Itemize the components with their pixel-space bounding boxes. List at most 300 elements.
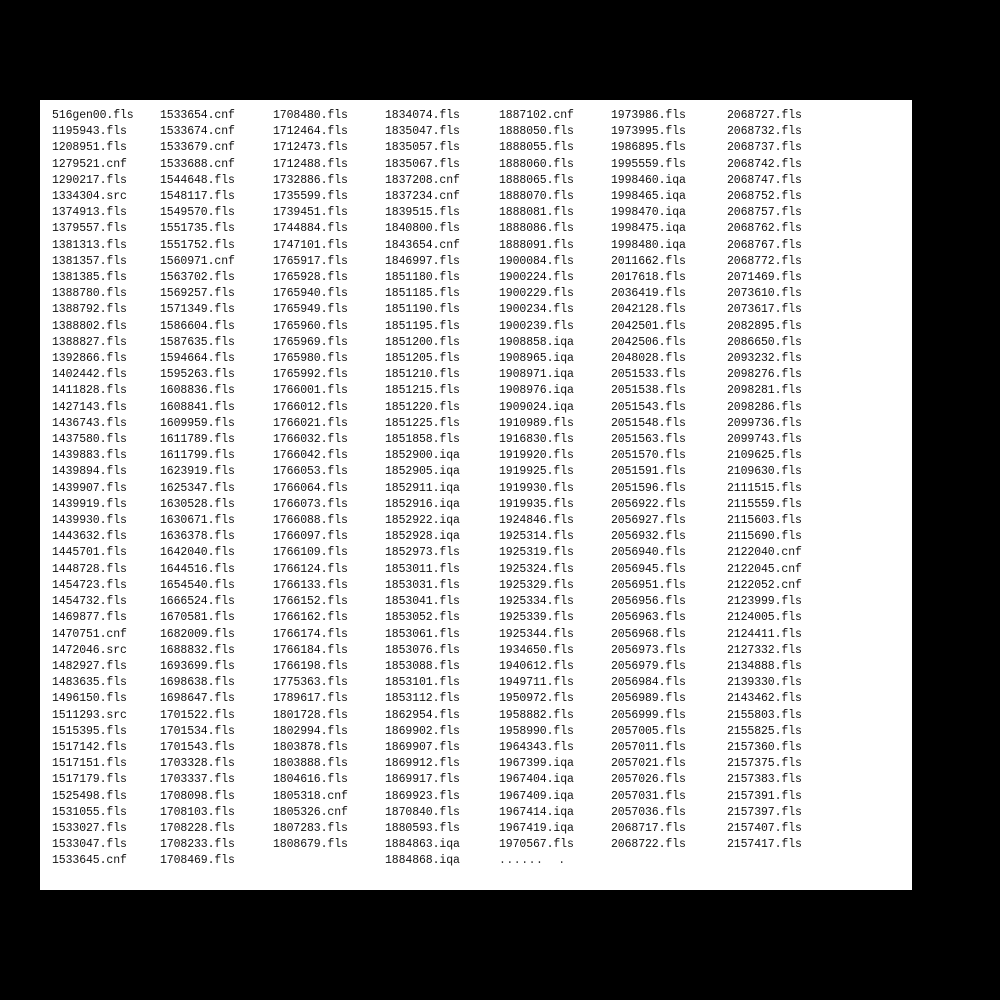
- file-name-cell: 1967419.iqa: [499, 821, 574, 835]
- file-name-cell: 2099743.fls: [727, 433, 802, 447]
- file-name-cell: 1670581.fls: [160, 611, 235, 625]
- file-name-cell: 1851185.fls: [385, 287, 460, 301]
- file-name-cell: 1765917.fls: [273, 254, 348, 268]
- file-name-cell: 1766012.fls: [273, 400, 348, 414]
- file-name-cell: 1880593.fls: [385, 821, 460, 835]
- file-name-cell: 1701522.fls: [160, 708, 235, 722]
- file-name-cell: 1853076.fls: [385, 643, 460, 657]
- file-name-cell: 1708103.fls: [160, 805, 235, 819]
- file-name-cell: 2051548.fls: [611, 416, 686, 430]
- file-name-cell: 2122040.cnf: [727, 546, 802, 560]
- file-name-cell: 1789617.fls: [273, 692, 348, 706]
- file-name-cell: 2157407.fls: [727, 821, 802, 835]
- file-name-cell: 1533645.cnf: [52, 854, 127, 868]
- file-name-cell: 2057011.fls: [611, 740, 686, 754]
- file-name-cell: 1766133.fls: [273, 578, 348, 592]
- file-name-cell: 1964343.fls: [499, 740, 574, 754]
- file-name-cell: 1766021.fls: [273, 416, 348, 430]
- file-name-cell: 2068757.fls: [727, 206, 802, 220]
- file-name-cell: 1869917.fls: [385, 773, 460, 787]
- file-name-cell: 1654540.fls: [160, 578, 235, 592]
- file-name-cell: 2068722.fls: [611, 838, 686, 852]
- file-name-cell: 1934650.fls: [499, 643, 574, 657]
- file-name-cell: 2056973.fls: [611, 643, 686, 657]
- file-name-cell: 1454723.fls: [52, 578, 127, 592]
- file-name-cell: 1517151.fls: [52, 757, 127, 771]
- file-name-cell: 2068767.fls: [727, 238, 802, 252]
- file-name-cell: 1925329.fls: [499, 578, 574, 592]
- file-name-cell: 1551752.fls: [160, 238, 235, 252]
- file-name-cell: 1381313.fls: [52, 238, 127, 252]
- file-name-cell: 1884863.iqa: [385, 838, 460, 852]
- file-name-cell: 1611789.fls: [160, 433, 235, 447]
- file-name-cell: 1998480.iqa: [611, 238, 686, 252]
- file-name-cell: 2155803.fls: [727, 708, 802, 722]
- file-name-cell: 1853088.fls: [385, 659, 460, 673]
- file-name-cell: 1765969.fls: [273, 335, 348, 349]
- file-name-cell: 1708233.fls: [160, 838, 235, 852]
- file-name-cell: 1708098.fls: [160, 789, 235, 803]
- file-name-cell: 1766053.fls: [273, 465, 348, 479]
- file-name-cell: 1837208.cnf: [385, 173, 460, 187]
- file-name-cell: 2036419.fls: [611, 287, 686, 301]
- file-name-cell: 1439894.fls: [52, 465, 127, 479]
- file-name-cell: 1888091.fls: [499, 238, 574, 252]
- file-name-cell: 1515395.fls: [52, 724, 127, 738]
- file-name-cell: 1766124.fls: [273, 562, 348, 576]
- file-name-cell: 516gen00.fls: [52, 109, 134, 122]
- file-name-cell: 1608836.fls: [160, 384, 235, 398]
- file-name-cell: 1666524.fls: [160, 595, 235, 609]
- file-name-cell: 1496150.fls: [52, 692, 127, 706]
- file-name-cell: 1533047.fls: [52, 838, 127, 852]
- file-name-cell: 1623919.fls: [160, 465, 235, 479]
- file-name-cell: 2157383.fls: [727, 773, 802, 787]
- file-name-cell: 1551735.fls: [160, 222, 235, 236]
- file-name-cell: 1483635.fls: [52, 676, 127, 690]
- file-name-cell: 1949711.fls: [499, 676, 574, 690]
- file-name-cell: 2157360.fls: [727, 740, 802, 754]
- file-name-cell: 1744884.fls: [273, 222, 348, 236]
- file-name-cell: 1595263.fls: [160, 368, 235, 382]
- file-name-cell: 1644516.fls: [160, 562, 235, 576]
- file-name-cell: 1439919.fls: [52, 497, 127, 511]
- file-name-cell: 1851205.fls: [385, 352, 460, 366]
- file-name-cell: 1766088.fls: [273, 514, 348, 528]
- file-name-cell: 1925314.fls: [499, 530, 574, 544]
- file-name-cell: 2068747.fls: [727, 173, 802, 187]
- file-name-cell: 1698638.fls: [160, 676, 235, 690]
- file-name-cell: 2068737.fls: [727, 141, 802, 155]
- file-name-cell: 1851190.fls: [385, 303, 460, 317]
- file-name-cell: 1837234.cnf: [385, 190, 460, 204]
- file-name-cell: 1630671.fls: [160, 514, 235, 528]
- file-name-cell: 1846997.fls: [385, 254, 460, 268]
- file-name-cell: 1840800.fls: [385, 222, 460, 236]
- file-name-cell: 1853031.fls: [385, 578, 460, 592]
- file-name-cell: 1560971.cnf: [160, 254, 235, 268]
- file-name-cell: 1852905.iqa: [385, 465, 460, 479]
- file-name-cell: 2056968.fls: [611, 627, 686, 641]
- file-name-cell: 1803888.fls: [273, 757, 348, 771]
- file-name-cell: 2134888.fls: [727, 659, 802, 673]
- file-name-cell: 1852922.iqa: [385, 514, 460, 528]
- file-name-cell: 1869902.fls: [385, 724, 460, 738]
- file-name-cell: 1708228.fls: [160, 821, 235, 835]
- file-name-cell: 1967409.iqa: [499, 789, 574, 803]
- file-name-cell: 2093232.fls: [727, 352, 802, 366]
- file-name-cell: 1544648.fls: [160, 173, 235, 187]
- file-name-cell: 1448728.fls: [52, 562, 127, 576]
- file-name-cell: 1869923.fls: [385, 789, 460, 803]
- file-name-cell: 1973986.fls: [611, 109, 686, 122]
- file-name-cell: 1533654.cnf: [160, 109, 235, 122]
- file-name-cell: 1998460.iqa: [611, 173, 686, 187]
- file-name-cell: 2157375.fls: [727, 757, 802, 771]
- file-name-cell: 1925339.fls: [499, 611, 574, 625]
- file-name-cell: 1765992.fls: [273, 368, 348, 382]
- column-7: [727, 108, 837, 853]
- file-name-cell: 1747101.fls: [273, 238, 348, 252]
- file-name-cell: 1900084.fls: [499, 254, 574, 268]
- file-name-cell: 1531055.fls: [52, 805, 127, 819]
- file-name-cell: 2082895.fls: [727, 319, 802, 333]
- file-name-cell: 1571349.fls: [160, 303, 235, 317]
- file-name-cell: 1470751.cnf: [52, 627, 127, 641]
- file-name-cell: 1765940.fls: [273, 287, 348, 301]
- file-name-cell: 2042128.fls: [611, 303, 686, 317]
- file-name-cell: 1517179.fls: [52, 773, 127, 787]
- file-name-cell: 1766152.fls: [273, 595, 348, 609]
- file-name-cell: 2051538.fls: [611, 384, 686, 398]
- file-name-cell: 2042501.fls: [611, 319, 686, 333]
- file-name-cell: 2115690.fls: [727, 530, 802, 544]
- file-name-cell: 1919935.fls: [499, 497, 574, 511]
- file-name-cell: 1870840.fls: [385, 805, 460, 819]
- file-name-cell: ...... .: [499, 854, 566, 868]
- file-name-cell: 1511293.src: [52, 708, 127, 722]
- file-name-cell: 1995559.fls: [611, 157, 686, 171]
- file-name-cell: 1765980.fls: [273, 352, 348, 366]
- file-name-cell: 2098286.fls: [727, 400, 802, 414]
- file-name-cell: 2068727.fls: [727, 109, 802, 122]
- file-name-cell: 1766032.fls: [273, 433, 348, 447]
- file-name-cell: 1998465.iqa: [611, 190, 686, 204]
- file-name-cell: 1766097.fls: [273, 530, 348, 544]
- file-name-cell: 1919930.fls: [499, 481, 574, 495]
- file-name-cell: 2111515.fls: [727, 481, 802, 495]
- file-name-cell: 1682009.fls: [160, 627, 235, 641]
- file-name-cell: 1766042.fls: [273, 449, 348, 463]
- file-name-cell: 1766198.fls: [273, 659, 348, 673]
- file-name-cell: 2073617.fls: [727, 303, 802, 317]
- file-name-cell: 1549570.fls: [160, 206, 235, 220]
- file-name-cell: 1802994.fls: [273, 724, 348, 738]
- file-name-cell: 1908971.iqa: [499, 368, 574, 382]
- file-name-cell: 1703337.fls: [160, 773, 235, 787]
- file-name-cell: 2068762.fls: [727, 222, 802, 236]
- file-name-cell: 1630528.fls: [160, 497, 235, 511]
- file-name-cell: 1766162.fls: [273, 611, 348, 625]
- file-name-cell: 1851210.fls: [385, 368, 460, 382]
- file-name-cell: 1967404.iqa: [499, 773, 574, 787]
- file-name-cell: 1765928.fls: [273, 271, 348, 285]
- file-name-cell: 1900239.fls: [499, 319, 574, 333]
- file-name-cell: 2056999.fls: [611, 708, 686, 722]
- file-name-cell: 1766109.fls: [273, 546, 348, 560]
- file-name-cell: 1805318.cnf: [273, 789, 348, 803]
- file-name-cell: 1986895.fls: [611, 141, 686, 155]
- file-name-cell: 2155825.fls: [727, 724, 802, 738]
- file-name-cell: 1636378.fls: [160, 530, 235, 544]
- file-name-cell: 1533027.fls: [52, 821, 127, 835]
- file-name-cell: 1916830.fls: [499, 433, 574, 447]
- file-name-cell: 1973995.fls: [611, 125, 686, 139]
- file-name-cell: 1712473.fls: [273, 141, 348, 155]
- file-name-cell: 2115559.fls: [727, 497, 802, 511]
- file-name-cell: 1701534.fls: [160, 724, 235, 738]
- file-name-cell: 1765960.fls: [273, 319, 348, 333]
- file-name-cell: 1388802.fls: [52, 319, 127, 333]
- file-name-cell: 1712464.fls: [273, 125, 348, 139]
- file-name-cell: 2157391.fls: [727, 789, 802, 803]
- file-name-cell: 1766174.fls: [273, 627, 348, 641]
- file-name-cell: 1919920.fls: [499, 449, 574, 463]
- file-name-cell: 2056963.fls: [611, 611, 686, 625]
- file-name-cell: 1334304.src: [52, 190, 127, 204]
- file-name-cell: 2057021.fls: [611, 757, 686, 771]
- file-name-cell: 1693699.fls: [160, 659, 235, 673]
- file-name-cell: 1851215.fls: [385, 384, 460, 398]
- file-name-cell: 1853011.fls: [385, 562, 460, 576]
- file-name-cell: 1703328.fls: [160, 757, 235, 771]
- column-5: [499, 108, 611, 870]
- file-name-cell: 1290217.fls: [52, 173, 127, 187]
- file-name-cell: 1853112.fls: [385, 692, 460, 706]
- file-name-cell: 2122052.cnf: [727, 578, 802, 592]
- file-name-cell: 1594664.fls: [160, 352, 235, 366]
- file-name-cell: 2068742.fls: [727, 157, 802, 171]
- file-name-cell: 2124005.fls: [727, 611, 802, 625]
- file-name-cell: 1388792.fls: [52, 303, 127, 317]
- file-name-cell: 1381385.fls: [52, 271, 127, 285]
- file-name-cell: 1472046.src: [52, 643, 127, 657]
- file-name-cell: 1908858.iqa: [499, 335, 574, 349]
- file-name-cell: 1533674.cnf: [160, 125, 235, 139]
- file-name-cell: 1958990.fls: [499, 724, 574, 738]
- file-name-cell: 1279521.cnf: [52, 157, 127, 171]
- file-name-cell: 1940612.fls: [499, 659, 574, 673]
- file-name-cell: 2099736.fls: [727, 416, 802, 430]
- file-name-cell: 2011662.fls: [611, 254, 686, 268]
- file-listing-sheet: [40, 100, 912, 890]
- file-name-cell: 1533679.cnf: [160, 141, 235, 155]
- file-name-cell: 1910989.fls: [499, 416, 574, 430]
- file-name-cell: 1642040.fls: [160, 546, 235, 560]
- file-name-cell: 1852928.iqa: [385, 530, 460, 544]
- file-name-cell: 1888065.fls: [499, 173, 574, 187]
- file-name-cell: 1698647.fls: [160, 692, 235, 706]
- file-name-cell: 2056945.fls: [611, 562, 686, 576]
- file-name-cell: 2051596.fls: [611, 481, 686, 495]
- file-name-cell: 1888081.fls: [499, 206, 574, 220]
- file-name-cell: 1925344.fls: [499, 627, 574, 641]
- file-name-cell: 1888055.fls: [499, 141, 574, 155]
- file-name-cell: 2056989.fls: [611, 692, 686, 706]
- file-name-cell: 1884868.iqa: [385, 854, 460, 868]
- file-name-cell: 1208951.fls: [52, 141, 127, 155]
- file-name-cell: 1888060.fls: [499, 157, 574, 171]
- file-name-cell: 2056940.fls: [611, 546, 686, 560]
- file-name-cell: 1374913.fls: [52, 206, 127, 220]
- file-name-cell: 1381357.fls: [52, 254, 127, 268]
- file-name-cell: 2071469.fls: [727, 271, 802, 285]
- file-name-cell: 2056927.fls: [611, 514, 686, 528]
- file-name-cell: 1925324.fls: [499, 562, 574, 576]
- column-3: [273, 108, 385, 853]
- file-name-cell: 1862954.fls: [385, 708, 460, 722]
- file-name-cell: 1851225.fls: [385, 416, 460, 430]
- file-name-cell: 1402442.fls: [52, 368, 127, 382]
- file-name-cell: 1469877.fls: [52, 611, 127, 625]
- file-name-cell: 1454732.fls: [52, 595, 127, 609]
- file-name-cell: 1445701.fls: [52, 546, 127, 560]
- file-name-cell: 1851200.fls: [385, 335, 460, 349]
- file-name-cell: 1852916.iqa: [385, 497, 460, 511]
- file-name-cell: 1843654.cnf: [385, 238, 460, 252]
- file-name-cell: 2051591.fls: [611, 465, 686, 479]
- file-name-cell: 1852973.fls: [385, 546, 460, 560]
- file-name-cell: 1807283.fls: [273, 821, 348, 835]
- file-name-cell: 1379557.fls: [52, 222, 127, 236]
- file-name-cell: 1587635.fls: [160, 335, 235, 349]
- file-name-cell: 1950972.fls: [499, 692, 574, 706]
- file-name-cell: 1805326.cnf: [273, 805, 348, 819]
- file-name-cell: 1835047.fls: [385, 125, 460, 139]
- file-name-cell: 2057031.fls: [611, 789, 686, 803]
- file-name-cell: 1712488.fls: [273, 157, 348, 171]
- file-name-cell: 1766184.fls: [273, 643, 348, 657]
- file-name-cell: 2056984.fls: [611, 676, 686, 690]
- file-name-cell: 1739451.fls: [273, 206, 348, 220]
- file-name-cell: 1569257.fls: [160, 287, 235, 301]
- column-4: [385, 108, 499, 870]
- file-name-cell: 1808679.fls: [273, 838, 348, 852]
- file-name-cell: 1388827.fls: [52, 335, 127, 349]
- file-name-cell: 1439907.fls: [52, 481, 127, 495]
- file-name-cell: 1888086.fls: [499, 222, 574, 236]
- file-name-cell: 2056951.fls: [611, 578, 686, 592]
- file-name-cell: 1970567.fls: [499, 838, 574, 852]
- file-name-cell: 1766064.fls: [273, 481, 348, 495]
- file-name-cell: 1609959.fls: [160, 416, 235, 430]
- file-name-cell: 1411828.fls: [52, 384, 127, 398]
- file-name-cell: 1625347.fls: [160, 481, 235, 495]
- file-name-cell: 2057036.fls: [611, 805, 686, 819]
- file-name-cell: 1908976.iqa: [499, 384, 574, 398]
- file-name-cell: 2051570.fls: [611, 449, 686, 463]
- file-name-cell: 1853041.fls: [385, 595, 460, 609]
- file-name-cell: 1852900.iqa: [385, 449, 460, 463]
- file-name-cell: 2056922.fls: [611, 497, 686, 511]
- file-name-cell: 1869912.fls: [385, 757, 460, 771]
- file-name-cell: 1427143.fls: [52, 400, 127, 414]
- file-name-cell: 1525498.fls: [52, 789, 127, 803]
- file-name-cell: 1835057.fls: [385, 141, 460, 155]
- file-name-cell: 1517142.fls: [52, 740, 127, 754]
- file-name-cell: 2068752.fls: [727, 190, 802, 204]
- file-name-cell: 2124411.fls: [727, 627, 802, 641]
- file-name-cell: 2073610.fls: [727, 287, 802, 301]
- file-name-cell: 2098276.fls: [727, 368, 802, 382]
- file-name-cell: 1888070.fls: [499, 190, 574, 204]
- file-name-cell: 2157397.fls: [727, 805, 802, 819]
- file-name-cell: 1839515.fls: [385, 206, 460, 220]
- file-name-cell: 2127332.fls: [727, 643, 802, 657]
- file-name-cell: 1900234.fls: [499, 303, 574, 317]
- file-name-cell: 1708469.fls: [160, 854, 235, 868]
- file-name-cell: 2048028.fls: [611, 352, 686, 366]
- file-name-cell: 2056932.fls: [611, 530, 686, 544]
- file-name-cell: 1701543.fls: [160, 740, 235, 754]
- file-name-cell: 1900229.fls: [499, 287, 574, 301]
- file-name-cell: 2068732.fls: [727, 125, 802, 139]
- file-name-cell: 2109630.fls: [727, 465, 802, 479]
- file-name-cell: 1482927.fls: [52, 659, 127, 673]
- file-name-cell: 1888050.fls: [499, 125, 574, 139]
- file-name-cell: 1900224.fls: [499, 271, 574, 285]
- file-name-cell: 1887102.cnf: [499, 109, 574, 122]
- file-name-cell: 1998470.iqa: [611, 206, 686, 220]
- file-name-cell: 1443632.fls: [52, 530, 127, 544]
- file-name-cell: 1924846.fls: [499, 514, 574, 528]
- file-name-cell: 1851180.fls: [385, 271, 460, 285]
- file-name-cell: 1925319.fls: [499, 546, 574, 560]
- file-name-cell: 1804616.fls: [273, 773, 348, 787]
- file-name-cell: 1967399.iqa: [499, 757, 574, 771]
- column-6: [611, 108, 727, 853]
- file-name-cell: 1835067.fls: [385, 157, 460, 171]
- file-name-cell: 2057026.fls: [611, 773, 686, 787]
- file-name-cell: 2056956.fls: [611, 595, 686, 609]
- column-1: [52, 108, 160, 870]
- file-name-cell: 2051543.fls: [611, 400, 686, 414]
- file-name-cell: 1439930.fls: [52, 514, 127, 528]
- file-name-cell: 1853061.fls: [385, 627, 460, 641]
- file-name-cell: 1586604.fls: [160, 319, 235, 333]
- file-name-cell: 1958882.fls: [499, 708, 574, 722]
- file-name-cell: 1195943.fls: [52, 125, 127, 139]
- file-name-cell: 1851220.fls: [385, 400, 460, 414]
- file-name-cell: 2042506.fls: [611, 335, 686, 349]
- file-name-cell: 2098281.fls: [727, 384, 802, 398]
- file-name-cell: 2109625.fls: [727, 449, 802, 463]
- file-name-cell: 1851195.fls: [385, 319, 460, 333]
- file-name-cell: 2057005.fls: [611, 724, 686, 738]
- file-name-cell: 1548117.fls: [160, 190, 235, 204]
- file-name-cell: 1919925.fls: [499, 465, 574, 479]
- file-name-cell: 1439883.fls: [52, 449, 127, 463]
- file-name-cell: 2143462.fls: [727, 692, 802, 706]
- file-name-cell: 1998475.iqa: [611, 222, 686, 236]
- file-name-cell: 2068772.fls: [727, 254, 802, 268]
- file-name-cell: 1437580.fls: [52, 433, 127, 447]
- file-name-cell: 2017618.fls: [611, 271, 686, 285]
- file-name-cell: 1388780.fls: [52, 287, 127, 301]
- file-name-cell: 1533688.cnf: [160, 157, 235, 171]
- file-listing-columns: [52, 108, 837, 870]
- file-name-cell: 1775363.fls: [273, 676, 348, 690]
